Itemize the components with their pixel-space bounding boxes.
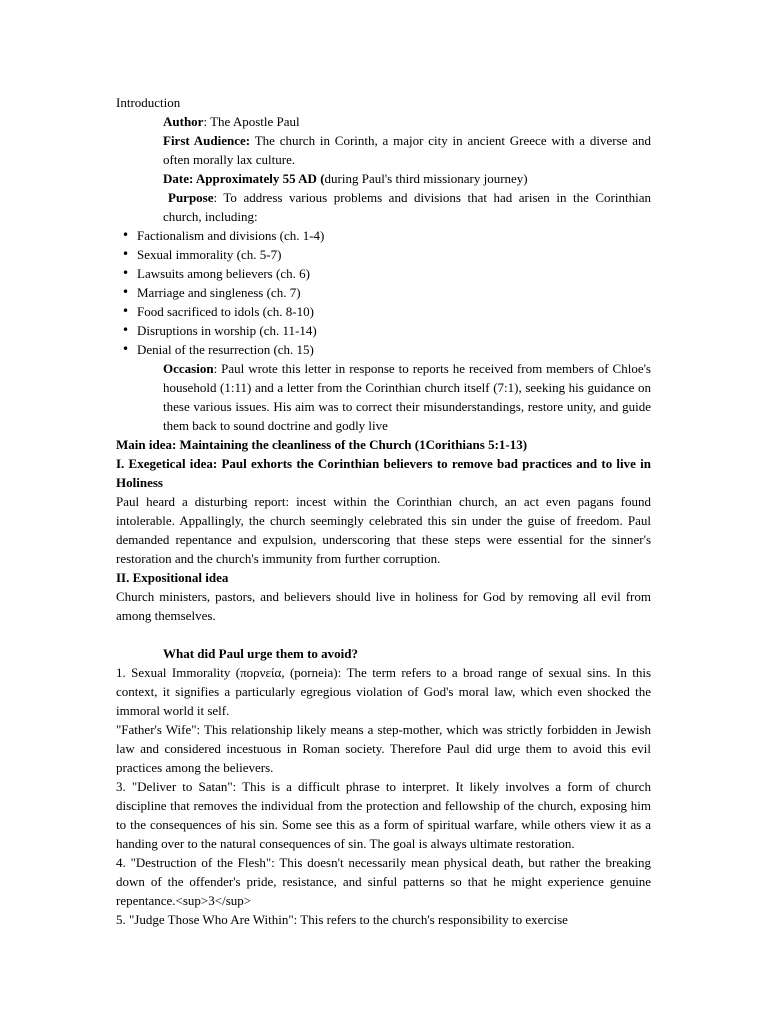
list-item-text: Denial of the resurrection (ch. 15) xyxy=(137,342,314,357)
intro-item-text: : The Apostle Paul xyxy=(203,114,300,129)
intro-item-first-audience xyxy=(116,131,651,169)
list-item xyxy=(116,321,651,340)
expositional-heading: II. Expositional idea xyxy=(116,570,229,585)
intro-item-label: Author xyxy=(163,114,204,129)
intro-item-text: : Paul wrote this letter in response to reports he received from members of Chloe's household (1:11) and a letter from the Corinthian church itself (7:1), seeking his guidance on these various issues. His aim was to correct their misunderstandings, restore unity, and guide them back to sound doctrine and godly live xyxy=(163,361,651,433)
expositional-body: Church ministers, pastors, and believers should live in holiness for God by removing all evil from among themselves. xyxy=(116,589,651,623)
intro-item-purpose xyxy=(116,188,651,226)
intro-heading: Introduction xyxy=(116,95,181,110)
intro-item-label: Occasion xyxy=(163,361,214,376)
list-item-text: Food sacrificed to idols (ch. 8-10) xyxy=(137,304,314,319)
problems-list xyxy=(116,226,651,359)
bullet-icon: • xyxy=(122,342,130,356)
avoid-question-text: What did Paul urge them to avoid? xyxy=(163,646,359,661)
avoid-point-5: 5. "Judge Those Who Are Within": This refers to the church's responsibility to exercise xyxy=(116,912,568,927)
bullet-icon: • xyxy=(122,228,130,242)
intro-item-author xyxy=(116,112,651,131)
list-item-text: Marriage and singleness (ch. 7) xyxy=(137,285,301,300)
avoid-point-3: 3. "Deliver to Satan": This is a difficult phrase to interpret. It likely involves a form of church discipline that removes the individual from the protection and fellowship of the church, exposing him to the consequences of his sin. Some see this as a form of spiritual warfare, while others view it as a handing over to the natural consequences of sin. The goal is always ultimate restoration. xyxy=(116,779,651,851)
intro-item-label: Purpose xyxy=(168,190,214,205)
bullet-icon: • xyxy=(122,285,130,299)
list-item-text: Disruptions in worship (ch. 11-14) xyxy=(137,323,317,338)
bullet-icon: • xyxy=(122,247,130,261)
intro-item-text: : To address various problems and divisions that had arisen in the Corinthian church, including: xyxy=(163,190,651,224)
avoid-point-1: 1. Sexual Immorality (πορνεία, (porneia): The term refers to a broad range of sexual sins. In this context, it signifies a particularly egregious violation of God's moral law, which even shocked the immoral world it self. xyxy=(116,665,651,718)
avoid-point-4: 4. "Destruction of the Flesh": This doesn't necessarily mean physical death, but rather the breaking down of the offender's pride, resistance, and sinful patterns so that he might experience genuine repentance.<sup>3</sup> xyxy=(116,855,651,908)
bullet-icon: • xyxy=(122,304,130,318)
avoid-question xyxy=(116,644,651,663)
main-idea-heading: Main idea: Maintaining the cleanliness of the Church (1Corithians 5:1-13) xyxy=(116,437,528,452)
intro-item-text: The church in Corinth, a major city in ancient Greece with a diverse and often morally lax culture. xyxy=(163,133,651,167)
list-item xyxy=(116,264,651,283)
list-item-text: Lawsuits among believers (ch. 6) xyxy=(137,266,310,281)
list-item xyxy=(116,245,651,264)
intro-item-text: during Paul's third missionary journey) xyxy=(324,171,528,186)
intro-item-label: First Audience: xyxy=(163,133,251,148)
list-item xyxy=(116,226,651,245)
bullet-icon: • xyxy=(122,323,130,337)
exegetical-body: Paul heard a disturbing report: incest within the Corinthian church, an act even pagans found intolerable. Appallingly, the church seemingly celebrated this sin under the guise of freedom. Paul demanded repentance and expulsion, underscoring that these steps were essential for the sinner's restoration and the church's immunity from further corruption. xyxy=(116,494,651,566)
list-item xyxy=(116,302,651,321)
paragraph-spacer xyxy=(116,625,651,644)
list-item xyxy=(116,340,651,359)
exegetical-heading: I. Exegetical idea: Paul exhorts the Corinthian believers to remove bad practices and to live in Holiness xyxy=(116,456,651,490)
intro-item-date xyxy=(116,169,651,188)
intro-item-occasion xyxy=(116,359,651,435)
document-body xyxy=(116,93,651,929)
list-item xyxy=(116,283,651,302)
list-item-text: Sexual immorality (ch. 5-7) xyxy=(137,247,282,262)
intro-item-label: Date: Approximately 55 AD ( xyxy=(163,171,325,186)
bullet-icon: • xyxy=(122,266,130,280)
list-item-text: Factionalism and divisions (ch. 1-4) xyxy=(137,228,325,243)
avoid-point-2: "Father's Wife": This relationship likely means a step-mother, which was strictly forbidden in Jewish law and considered incestuous in Roman society. Therefore Paul did urge them to avoid this evil practices among the believers. xyxy=(116,722,651,775)
